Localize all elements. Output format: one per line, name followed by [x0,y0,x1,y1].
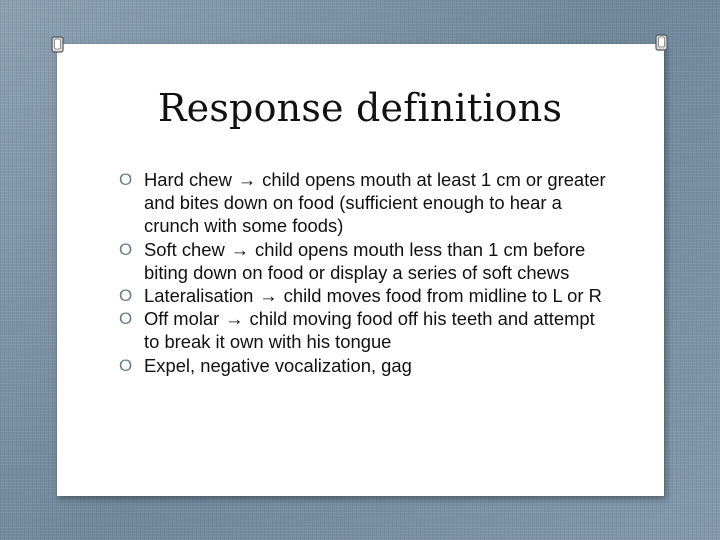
bullet-marker: O [119,170,133,189]
arrow-right-icon: → [230,238,250,260]
bullet-list [119,168,609,377]
bullet-marker: O [119,239,133,259]
bullet-text: Expel, negative vocalization, gag [144,354,412,376]
pushpin-icon [654,34,670,52]
bullet-marker: O [119,309,133,329]
bullet-definition: child moves food from midline to L or R [283,285,602,307]
bullet-definition: child opens mouth less than 1 cm before biting down on food or display a series of soft chews [144,238,586,283]
arrow-right-icon: → [225,308,244,330]
bullet-term: Hard chew [144,169,232,190]
bullet-term: Off molar [144,308,220,330]
slide-title: Response definitions [157,86,563,130]
bullet-item [119,168,609,238]
bullet-item [119,284,609,307]
bullet-definition: child opens mouth at least 1 cm or greater and bites down on food (sufficient enough to hear a crunch with some foods) [144,169,606,237]
bullet-term: Soft chew [144,238,225,260]
arrow-right-icon: → [259,285,278,307]
bullet-item [119,354,609,377]
bullet-marker: O [119,355,133,375]
bullet-item [119,307,609,353]
bullet-marker: O [119,286,133,306]
bullet-item [119,238,609,284]
bullet-definition: child moving food off his teeth and attempt to break it own with his tongue [144,308,595,353]
bullet-term: Lateralisation [144,285,254,307]
arrow-right-icon: → [237,169,257,190]
pushpin-icon [50,36,66,54]
